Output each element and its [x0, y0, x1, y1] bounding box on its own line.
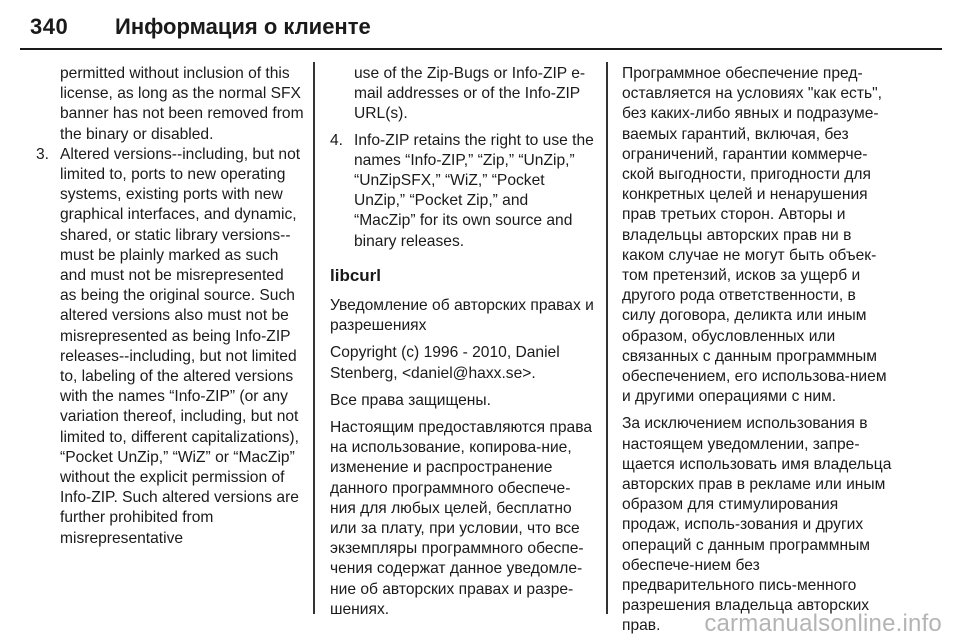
column-divider-1 — [313, 62, 315, 614]
list-item-3 — [36, 145, 304, 549]
list-item-4-number: 4. — [330, 131, 344, 149]
list-item-continuation: permitted without inclusion of this license, as long as the normal SFX banner has not been removed from the binary or disabled. — [60, 65, 304, 143]
list-item-4-text: Info-ZIP retains the right to use the names “Info-ZIP,” “Zip,” “UnZip,” “UnZipSFX,” “WiZ,” “Pocket UnZip,” “Pocket Zip,” and “MacZip” for its own source and binary releases. — [354, 131, 594, 250]
paragraph: Программное обеспечение пред-оставляется на условиях "как есть", без каких-либо явных и подразуме-ваемых гарантий, включая, без ограничений, гарантии коммерче-ской выгодности, пригодности для конкретных целей и ненарушения прав третьих сторон. Авторы и владельцы авторских прав ни в каком случае не могут быть объек-том претензий, исков за ущерб и другого рода ответственности, в силу договора, деликта или иным образом, обусловленных или связанных с данным программным обеспечением, его использова-нием и другими операциями с ним. — [622, 65, 887, 406]
column-divider-2 — [606, 62, 608, 614]
paragraph: Все права защищены. — [330, 391, 491, 409]
paragraph: Copyright (c) 1996 - 2010, Daniel Stenberg, <daniel@haxx.se>. — [330, 344, 560, 382]
paragraph: За исключением использования в настоящем уведомлении, запре-щается использовать имя владельца авторских прав в рекламе или иным образом для стимулирования продаж, исполь-зования и других операций с данным программным обеспече-нием без предварительного пись-менного разрешения владельца авторских прав. — [622, 415, 892, 635]
paragraph: Настоящим предоставляются права на использование, копирова-ние, изменение и распространение данного программного обеспече-ния для любых целей, бесплатно или за плату, при условии, что все экземпляры программного обеспе-чения содержат данное уведомле-ние об авторских правах и разре-шениях. — [330, 419, 592, 618]
list-item-continuation: use of the Zip-Bugs or Info-ZIP e-mail addresses or of the Info-ZIP URL(s). — [354, 65, 586, 123]
column-3 — [622, 64, 892, 644]
paragraph: Уведомление об авторских правах и разрешениях — [330, 297, 594, 335]
page-number: 340 — [30, 14, 69, 39]
list-item-3-text: Altered versions--including, but not limited to, ports to new operating systems, existing ports with new graphical interfaces, and dynamic, shared, or static library versions--must be plainly marked as such and must not be misrepresented as being the original source. Such altered versions also must not be misrepresented as being Info-ZIP releases--including, but not limited to, labeling of the altered versions with the names “Info-ZIP” (or any variation thereof, including, but not limited to, different capitalizations), “Pocket UnZip,” “WiZ” or “MacZip” without the explicit permission of Info-ZIP. Such altered versions are further prohibited from misrepresentative — [60, 145, 301, 547]
section-heading: libcurl — [330, 265, 382, 285]
watermark: carmanualsonline.info — [704, 610, 942, 637]
page-title: Информация о клиенте — [115, 14, 371, 39]
page-header — [20, 4, 942, 50]
column-2 — [330, 64, 594, 627]
list-item-3-number: 3. — [36, 145, 50, 163]
list-item-4 — [330, 131, 594, 252]
column-1 — [36, 64, 304, 549]
